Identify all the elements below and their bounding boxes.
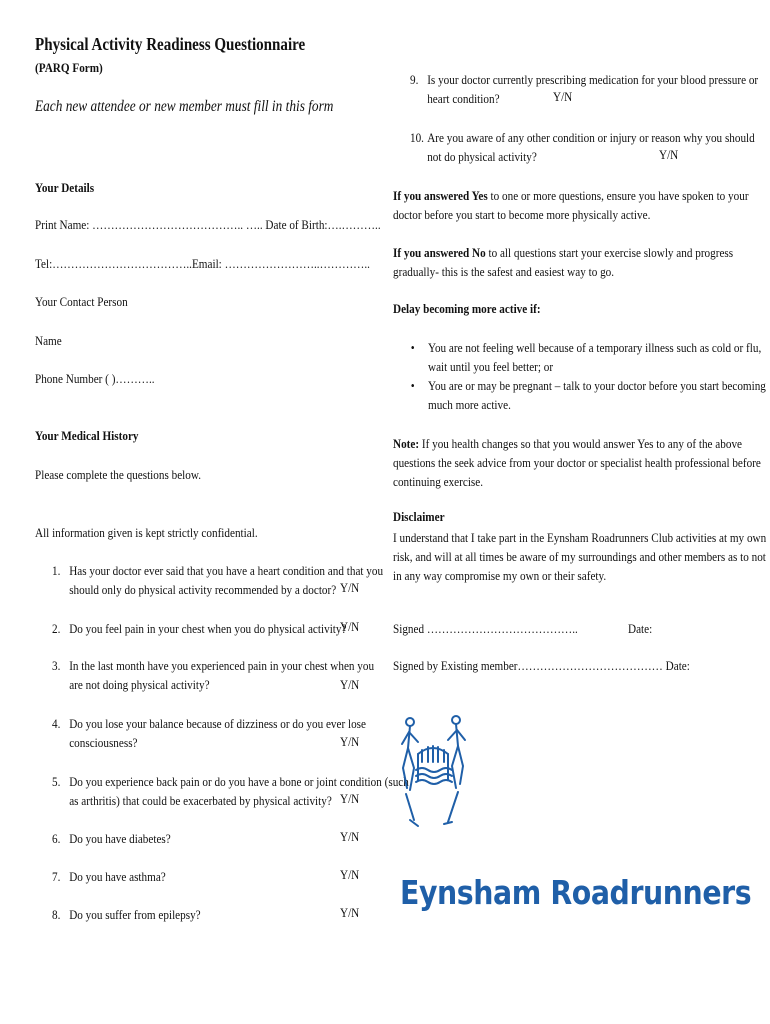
delay-bullet-list <box>410 338 766 414</box>
form-title: Physical Activity Readiness Questionnaire <box>35 34 306 54</box>
medical-history-heading: Your Medical History <box>35 428 139 443</box>
answer-yn-4[interactable]: Y/N <box>340 734 360 749</box>
date-field[interactable]: Date: <box>628 621 653 636</box>
question-number: 6. <box>52 831 61 846</box>
question-number: 9. <box>410 72 419 87</box>
phone-number-field[interactable]: Phone Number ( )……….. <box>35 371 155 386</box>
answer-yn-8[interactable]: Y/N <box>340 905 360 920</box>
signed-field[interactable]: Signed ………………………………….. <box>393 621 578 636</box>
contact-person-label: Your Contact Person <box>35 294 128 309</box>
question-number: 2. <box>52 621 61 636</box>
delay-heading: Delay becoming more active if: <box>393 301 541 316</box>
question-text: Do you have diabetes? <box>69 831 171 846</box>
health-note: Note: If you health changes so that you would answer Yes to any of the above questions the seek advice from your doctor or specialist health professional before continuing exercise. <box>393 436 761 489</box>
answer-yn-6[interactable]: Y/N <box>340 829 360 844</box>
question-text: Do you have asthma? <box>69 869 166 884</box>
question-number: 5. <box>52 774 61 789</box>
question-text: Is your doctor currently prescribing medication for your blood pressure or heart condition? <box>427 72 759 106</box>
confidential-note: All information given is kept strictly confidential. <box>35 525 258 540</box>
answer-yn-2[interactable]: Y/N <box>340 619 360 634</box>
question-text: Do you feel pain in your chest when you do physical activity? <box>69 621 347 636</box>
question-text: Do you lose your balance because of dizziness or do you ever lose consciousness? <box>69 716 366 750</box>
question-text: Are you aware of any other condition or injury or reason why you should not do physical activity? <box>427 130 755 164</box>
disclaimer-heading: Disclaimer <box>393 509 445 524</box>
details-heading: Your Details <box>35 180 95 195</box>
question-number: 4. <box>52 716 61 731</box>
question-number: 8. <box>52 907 61 922</box>
question-number: 1. <box>52 563 61 578</box>
existing-member-signature-field[interactable]: Signed by Existing member………………………………… Date: <box>393 658 690 673</box>
tel-email-field[interactable]: Tel:………………………………..Email: ……………………..………….. <box>35 256 370 271</box>
contact-name-field[interactable]: Name <box>35 333 62 348</box>
question-text: In the last month have you experienced pain in your chest when you are not doing physical activity? <box>69 658 375 692</box>
answer-yn-1[interactable]: Y/N <box>340 580 360 595</box>
runners-bridge-icon <box>400 710 470 830</box>
list-item: • You are not feeling well because of a temporary illness such as cold or flu, wait until you feel better; or <box>410 340 762 374</box>
form-subtitle: (PARQ Form) <box>35 60 103 75</box>
answer-yn-10[interactable]: Y/N <box>659 147 679 162</box>
yes-guidance: If you answered Yes to one or more questions, ensure you have spoken to your doctor before you start to become more physically active. <box>393 188 749 222</box>
medical-instruction: Please complete the questions below. <box>35 467 202 482</box>
answer-yn-5[interactable]: Y/N <box>340 791 360 806</box>
club-logo-text: Eynsham Roadrunners <box>400 873 752 912</box>
form-intro: Each new attendee or new member must fill in this form <box>35 98 334 115</box>
no-guidance: If you answered No to all questions start your exercise slowly and progress gradually- this is the safest and easiest way to go. <box>393 245 734 279</box>
question-text: Do you suffer from epilepsy? <box>69 907 201 922</box>
answer-yn-3[interactable]: Y/N <box>340 677 360 692</box>
question-number: 3. <box>52 658 61 673</box>
answer-yn-9[interactable]: Y/N <box>553 89 573 104</box>
disclaimer-text: I understand that I take part in the Eynsham Roadrunners Club activities at my own risk, and will at all times be aware of my surroundings and other members as to not in any way compromise my own or their safety. <box>393 530 767 583</box>
question-text: Has your doctor ever said that you have a heart condition and that you should only do physical activity recommended by a doctor? <box>69 563 384 597</box>
question-text: Do you experience back pain or do you have a bone or joint condition (such as arthritis) that could be exacerbated by physical activity? <box>69 774 409 808</box>
question-number: 10. <box>410 130 424 145</box>
question-number: 7. <box>52 869 61 884</box>
print-name-field[interactable]: Print Name: ………………………………….. ….. Date of Birth:….……….. <box>35 217 381 232</box>
list-item: • You are or may be pregnant – talk to your doctor before you start becoming much more active. <box>410 378 766 412</box>
answer-yn-7[interactable]: Y/N <box>340 867 360 882</box>
